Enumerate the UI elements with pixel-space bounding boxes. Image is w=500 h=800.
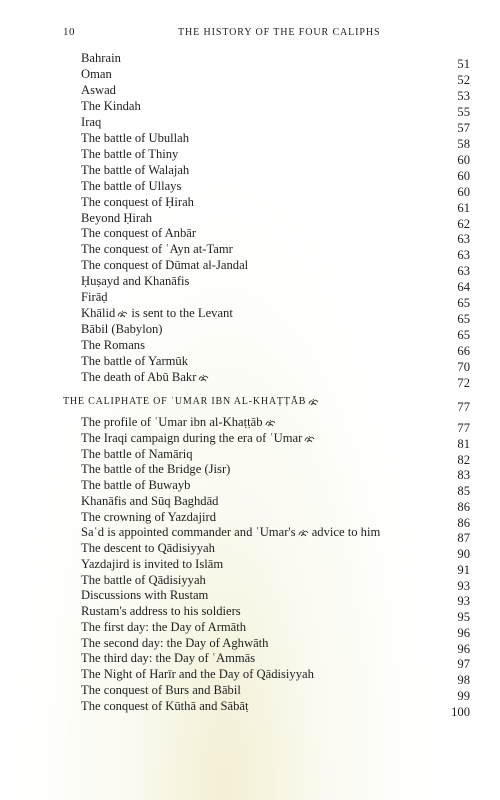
toc-entry <box>0 635 500 656</box>
entry-title <box>81 477 190 493</box>
toc-entry <box>0 210 500 231</box>
entry-title <box>81 369 209 385</box>
toc-entry <box>0 194 500 215</box>
entry-title-text: The death of Abū Bakr <box>81 370 197 384</box>
toc-entry <box>0 587 500 609</box>
entry-page-number: 61 <box>457 200 470 215</box>
entry-page-number: 95 <box>457 610 470 624</box>
toc-entry <box>0 50 500 71</box>
entry-title <box>81 337 145 353</box>
toc-entry <box>0 146 500 167</box>
toc-entry <box>0 430 500 451</box>
entry-title <box>81 540 215 556</box>
entry-title <box>81 414 276 430</box>
entry-page-number: 63 <box>457 264 470 279</box>
entry-title <box>81 509 216 525</box>
entry-title <box>81 82 116 98</box>
toc-entry <box>0 619 500 640</box>
toc-entry <box>0 178 500 199</box>
entry-page-number: 86 <box>457 499 470 514</box>
entry-title-text: The third day: the Day of ʿAmmās <box>81 651 256 666</box>
entry-page-number: 96 <box>457 625 470 640</box>
toc-entry <box>0 82 500 103</box>
entry-title-text: The battle of Yarmūk <box>81 354 189 369</box>
toc-entry <box>0 257 500 279</box>
entry-page-number: 51 <box>457 57 470 71</box>
entry-title-text: The Kindah <box>81 98 141 113</box>
entry-title-text: Yazdajird is invited to Islām <box>81 556 224 571</box>
entry-title <box>81 98 141 114</box>
entry-title-text: The conquest of Kūthā and Sābāṭ <box>81 698 249 713</box>
entry-title <box>81 587 208 603</box>
calligraphic-honorific-icon <box>117 310 128 318</box>
entry-title-suffix: is sent to the Levant <box>128 306 233 321</box>
toc-entry <box>0 289 500 311</box>
entry-title-text: The battle of Ubullah <box>81 130 190 145</box>
entry-title-text: The battle of Namāriq <box>81 446 193 461</box>
entry-title-text: The battle of Buwayb <box>81 478 191 492</box>
toc-entry <box>0 130 500 151</box>
entry-page-number: 60 <box>457 168 470 183</box>
entry-title-text: Firāḍ <box>81 290 108 305</box>
toc-entry <box>0 509 500 530</box>
entry-title <box>81 273 189 289</box>
toc-entry <box>0 114 500 135</box>
section-honorific-slot <box>306 396 319 407</box>
entry-page-number: 86 <box>457 515 470 530</box>
toc-entry <box>0 414 500 435</box>
entry-page-number: 63 <box>457 232 470 247</box>
entry-title-text: The conquest of Burs and Bābil <box>81 682 241 697</box>
entry-page-number: 96 <box>457 641 470 656</box>
entry-title-text: The conquest of Dūmat al-Jandal <box>81 258 249 273</box>
entry-title-text: Beyond Ḥirah <box>81 210 152 225</box>
entry-title-text: The conquest of Ḥirah <box>81 194 194 209</box>
toc-entry <box>0 540 500 561</box>
page-number: 10 <box>63 26 75 38</box>
entry-title-text: The second day: the Day of Aghwāth <box>81 635 269 650</box>
entry-title-text: The descent to Qādisiyyah <box>81 541 215 555</box>
entry-title <box>81 635 268 651</box>
toc-entry <box>0 369 500 390</box>
toc-entry <box>0 225 500 247</box>
entry-title-suffix: advice to him <box>308 525 381 540</box>
entry-page-number: 65 <box>457 328 470 343</box>
entry-page-number: 93 <box>457 578 470 593</box>
running-head: THE HISTORY OF THE FOUR CALIPHS <box>178 27 381 38</box>
entry-title-text: The battle of Walajah <box>81 162 190 177</box>
toc-entry <box>0 461 500 483</box>
entry-page-number: 87 <box>457 531 470 546</box>
toc-entry <box>0 446 500 467</box>
toc-entry <box>0 603 500 624</box>
entry-title <box>81 66 112 82</box>
entry-title-text: The battle of Ullays <box>81 178 182 193</box>
entry-title <box>81 321 163 337</box>
toc-entry <box>0 524 500 546</box>
section-heading-umar <box>63 395 319 409</box>
entry-title-text: The battle of Qādisiyyah <box>81 572 206 587</box>
entry-title-text: Bahrain <box>81 51 121 65</box>
entry-title <box>81 162 189 178</box>
entry-page-number: 53 <box>457 88 470 103</box>
toc-entry <box>0 698 500 719</box>
entry-title <box>81 603 241 619</box>
entry-title <box>81 430 315 446</box>
entry-title-text: Ḥuṣayd and Khanāfis <box>81 274 190 289</box>
toc-entry <box>0 241 500 263</box>
entry-page-number: 60 <box>457 152 470 167</box>
entry-page-number: 60 <box>457 184 470 199</box>
entry-title-text: Rustam's address to his soldiers <box>81 604 241 618</box>
calligraphic-honorific-icon <box>308 398 319 406</box>
entry-title-text: Khanāfis and Sūq Baghdād <box>81 493 219 508</box>
entry-page-number: 77 <box>457 421 470 435</box>
toc-entry <box>0 273 500 295</box>
entry-title <box>81 619 246 635</box>
entry-page-number: 100 <box>451 704 470 719</box>
entry-title-text: Oman <box>81 66 112 81</box>
section-page-number: 77 <box>457 400 470 414</box>
entry-title <box>81 682 241 698</box>
entry-title-text: The conquest of ʿAyn at-Tamr <box>81 242 233 257</box>
entry-title <box>81 305 233 321</box>
entry-title <box>81 493 218 509</box>
entry-title <box>81 114 101 130</box>
entry-title-text: The conquest of Anbār <box>81 226 197 241</box>
entry-title <box>81 225 196 241</box>
entry-title <box>81 556 223 572</box>
toc-entry <box>0 353 500 375</box>
entry-title <box>81 178 181 194</box>
entry-page-number: 58 <box>457 136 470 151</box>
entry-page-number: 70 <box>457 360 470 375</box>
entry-title <box>81 446 193 462</box>
toc-entry <box>0 650 500 672</box>
entry-page-number: 52 <box>457 72 470 87</box>
entry-title-text: Khālid <box>81 306 116 321</box>
entry-title <box>81 698 249 714</box>
entry-title <box>81 461 230 477</box>
entry-title-text: The crowning of Yazdajird <box>81 509 217 524</box>
entry-page-number: 81 <box>457 436 470 451</box>
entry-title-text: The battle of Thiny <box>81 146 179 161</box>
toc-entry <box>0 98 500 119</box>
entry-page-number: 99 <box>457 688 470 703</box>
entry-page-number: 62 <box>457 216 470 231</box>
entry-title <box>81 524 380 540</box>
entry-page-number: 98 <box>457 673 470 687</box>
entry-title-text: Aswad <box>81 82 116 97</box>
entry-title <box>81 130 189 146</box>
entry-page-number: 72 <box>457 376 470 390</box>
entry-page-number: 66 <box>457 344 470 359</box>
entry-title-text: The Iraqi campaign during the era of ʿUmar <box>81 430 303 445</box>
toc-entry <box>0 337 500 359</box>
entry-title-text: Saʿd is appointed commander and ʿUmar's <box>81 525 296 540</box>
entry-title-text: Bābil (Babylon) <box>81 322 163 337</box>
entry-page-number: 55 <box>457 104 470 119</box>
toc-entry <box>0 162 500 183</box>
toc-entry <box>0 666 500 687</box>
entry-title-text: The battle of the Bridge (Jisr) <box>81 462 231 477</box>
entry-title-text: Iraq <box>81 114 102 129</box>
calligraphic-honorific-icon <box>304 435 315 443</box>
entry-title <box>81 241 233 257</box>
entry-title <box>81 289 108 305</box>
entry-title <box>81 572 206 588</box>
entry-title-text: The profile of ʿUmar ibn al-Khaṭṭāb <box>81 415 263 429</box>
toc-entry <box>0 321 500 343</box>
entry-page-number: 65 <box>457 312 470 327</box>
entry-title <box>81 146 178 162</box>
calligraphic-honorific-icon <box>265 419 276 427</box>
entry-page-number: 63 <box>457 248 470 263</box>
toc-entry <box>0 572 500 593</box>
entry-title <box>81 257 248 273</box>
entry-page-number: 82 <box>457 452 470 467</box>
entry-title <box>81 650 255 666</box>
entry-page-number: 57 <box>457 120 470 135</box>
entry-title-text: Discussions with Rustam <box>81 588 209 603</box>
toc-entry <box>0 66 500 87</box>
entry-title <box>81 666 314 682</box>
entry-page-number: 97 <box>457 657 470 672</box>
entry-page-number: 90 <box>457 547 470 561</box>
entry-title <box>81 194 194 210</box>
toc-entry <box>0 305 500 327</box>
toc-entry <box>0 477 500 498</box>
entry-page-number: 65 <box>457 296 470 311</box>
entry-title <box>81 210 152 226</box>
entry-title-text: The first day: the Day of Armāth <box>81 619 247 634</box>
entry-title-text: The Night of Harīr and the Day of Qādisiyyah <box>81 667 314 681</box>
entry-page-number: 83 <box>457 468 470 483</box>
toc-entry <box>0 682 500 703</box>
calligraphic-honorific-icon <box>198 374 209 382</box>
entry-title <box>81 50 121 66</box>
entry-title <box>81 353 188 369</box>
entry-title-text: The Romans <box>81 338 146 353</box>
entry-page-number: 93 <box>457 594 470 609</box>
toc-entry <box>0 556 500 577</box>
toc-entry <box>0 493 500 514</box>
entry-page-number: 64 <box>457 280 470 295</box>
calligraphic-honorific-icon <box>298 529 309 537</box>
section-heading-text: THE CALIPHATE OF ʿUMAR IBN AL-KHAṬṬĀB <box>63 396 307 407</box>
entry-page-number: 85 <box>457 484 470 498</box>
entry-page-number: 91 <box>457 562 470 577</box>
